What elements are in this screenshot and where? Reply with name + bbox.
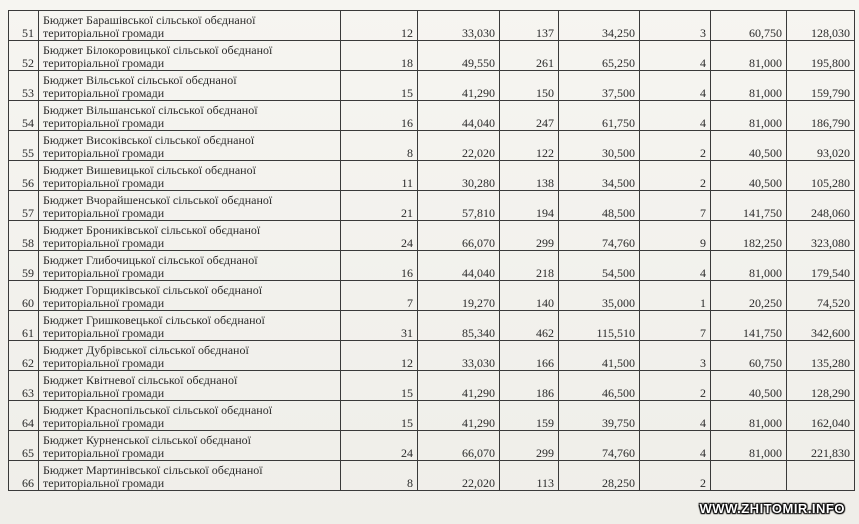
total-cell: 342,600 [787,311,855,341]
total-cell: 221,830 [787,431,855,461]
row-number-cell: 55 [9,131,39,161]
budget-name-line2: територіальної громади [43,206,165,220]
count-a-cell: 21 [341,191,418,221]
count-a-cell: 12 [341,11,418,41]
sum-b-cell: 115,510 [559,311,640,341]
row-number-cell: 52 [9,41,39,71]
sum-b-cell: 35,000 [559,281,640,311]
budget-name-line1: Бюджет Дубрівської сільської обєднаної [43,343,249,357]
total-cell: 128,290 [787,371,855,401]
sum-c-cell: 20,250 [711,281,787,311]
budget-name-line2: територіальної громади [43,296,165,310]
total-cell: 195,800 [787,41,855,71]
count-b-cell: 299 [500,431,559,461]
table-row [9,401,855,431]
budget-name-cell [39,11,341,41]
table-row [9,161,855,191]
budget-name-cell [39,461,341,491]
count-c-cell: 4 [640,41,711,71]
sum-b-cell: 30,500 [559,131,640,161]
count-b-cell: 218 [500,251,559,281]
sum-a-cell: 22,020 [418,131,500,161]
sum-a-cell: 41,290 [418,371,500,401]
count-b-cell: 122 [500,131,559,161]
table-body [9,11,855,491]
count-a-cell: 31 [341,311,418,341]
count-c-cell: 7 [640,311,711,341]
sum-a-cell: 66,070 [418,431,500,461]
table-row [9,311,855,341]
sum-b-cell: 39,750 [559,401,640,431]
sum-a-cell: 41,290 [418,71,500,101]
budget-name-cell [39,431,341,461]
count-b-cell: 462 [500,311,559,341]
sum-c-cell: 141,750 [711,311,787,341]
row-number-cell: 65 [9,431,39,461]
budget-name-line1: Бюджет Вільської сільської обєднаної [43,73,237,87]
count-b-cell: 137 [500,11,559,41]
row-number-cell: 66 [9,461,39,491]
table-row [9,191,855,221]
table-row [9,431,855,461]
count-a-cell: 24 [341,431,418,461]
budget-name-cell [39,341,341,371]
sum-c-cell: 81,000 [711,101,787,131]
sum-a-cell: 44,040 [418,251,500,281]
count-a-cell: 8 [341,461,418,491]
sum-a-cell: 33,030 [418,341,500,371]
count-b-cell: 186 [500,371,559,401]
sum-c-cell: 60,750 [711,341,787,371]
count-c-cell: 3 [640,341,711,371]
total-cell: 105,280 [787,161,855,191]
budget-name-line2: територіальної громади [43,86,165,100]
row-number-cell: 63 [9,371,39,401]
table-row [9,11,855,41]
budget-name-cell [39,71,341,101]
budget-name-cell [39,161,341,191]
total-cell: 162,040 [787,401,855,431]
row-number-cell: 54 [9,101,39,131]
table-row [9,71,855,101]
row-number-cell: 61 [9,311,39,341]
count-c-cell: 4 [640,401,711,431]
row-number-cell: 62 [9,341,39,371]
sum-a-cell: 41,290 [418,401,500,431]
budget-name-line1: Бюджет Мартинівської сільської обєднаної [43,463,263,477]
sum-b-cell: 34,250 [559,11,640,41]
sum-a-cell: 33,030 [418,11,500,41]
budget-name-line1: Бюджет Вчорайшенської сільської обєднаної [43,193,273,207]
sum-b-cell: 48,500 [559,191,640,221]
sum-b-cell: 46,500 [559,371,640,401]
sum-a-cell: 19,270 [418,281,500,311]
budget-name-line1: Бюджет Гришковецької сільської обєднаної [43,313,265,327]
count-a-cell: 16 [341,251,418,281]
count-c-cell: 2 [640,371,711,401]
total-cell: 186,790 [787,101,855,131]
sum-c-cell: 81,000 [711,41,787,71]
budget-table [8,10,855,491]
sum-c-cell: 60,750 [711,11,787,41]
count-b-cell: 159 [500,401,559,431]
count-c-cell: 9 [640,221,711,251]
total-cell: 93,020 [787,131,855,161]
count-c-cell: 2 [640,161,711,191]
budget-name-line1: Бюджет Високівської сільської обєднаної [43,133,255,147]
count-c-cell: 1 [640,281,711,311]
budget-name-line1: Бюджет Глибочицької сільської обєднаної [43,253,258,267]
count-c-cell: 2 [640,461,711,491]
sum-a-cell: 49,550 [418,41,500,71]
sum-b-cell: 65,250 [559,41,640,71]
sum-b-cell: 41,500 [559,341,640,371]
budget-name-line2: територіальної громади [43,416,165,430]
count-a-cell: 16 [341,101,418,131]
table-row [9,251,855,281]
sum-c-cell: 81,000 [711,431,787,461]
count-b-cell: 113 [500,461,559,491]
row-number-cell: 60 [9,281,39,311]
sum-a-cell: 85,340 [418,311,500,341]
table-row [9,131,855,161]
budget-name-line1: Бюджет Квітневої сільської обєднаної [43,373,238,387]
sum-c-cell: 141,750 [711,191,787,221]
row-number-cell: 53 [9,71,39,101]
budget-name-line2: територіальної громади [43,446,165,460]
sum-c-cell: 81,000 [711,251,787,281]
budget-name-line1: Бюджет Горщиківської сільської обєднаної [43,283,263,297]
budget-name-line2: територіальної громади [43,326,165,340]
count-b-cell: 194 [500,191,559,221]
total-cell: 128,030 [787,11,855,41]
row-number-cell: 51 [9,11,39,41]
count-a-cell: 7 [341,281,418,311]
total-cell: 323,080 [787,221,855,251]
table-row [9,281,855,311]
count-b-cell: 166 [500,341,559,371]
budget-name-line2: територіальної громади [43,386,165,400]
budget-name-cell [39,191,341,221]
table-row [9,371,855,401]
sum-c-cell: 81,000 [711,71,787,101]
count-c-cell: 4 [640,71,711,101]
count-c-cell: 4 [640,251,711,281]
sum-c-cell: 182,250 [711,221,787,251]
count-a-cell: 15 [341,371,418,401]
budget-name-line1: Бюджет Вільшанської сільської обєднаної [43,103,258,117]
budget-name-cell [39,251,341,281]
table-row [9,341,855,371]
count-b-cell: 138 [500,161,559,191]
count-b-cell: 299 [500,221,559,251]
row-number-cell: 59 [9,251,39,281]
count-b-cell: 150 [500,71,559,101]
watermark-logo: WWW.ZHITOMIR.INFO [699,501,845,516]
budget-name-line1: Бюджет Барашівської сільської обєднаної [43,13,256,27]
count-c-cell: 4 [640,431,711,461]
sum-b-cell: 54,500 [559,251,640,281]
total-cell: 74,520 [787,281,855,311]
count-b-cell: 140 [500,281,559,311]
budget-name-line2: територіальної громади [43,26,165,40]
budget-name-line2: територіальної громади [43,146,165,160]
budget-name-line1: Бюджет Вишевицької сільської обєднаної [43,163,256,177]
budget-name-line2: територіальної громади [43,116,165,130]
budget-name-line2: територіальної громади [43,56,165,70]
total-cell: 248,060 [787,191,855,221]
budget-name-cell [39,131,341,161]
count-a-cell: 15 [341,71,418,101]
budget-name-cell [39,371,341,401]
budget-name-cell [39,401,341,431]
table-row [9,101,855,131]
sum-b-cell: 34,500 [559,161,640,191]
sum-a-cell: 44,040 [418,101,500,131]
sum-c-cell: 40,500 [711,161,787,191]
row-number-cell: 56 [9,161,39,191]
sum-b-cell: 37,500 [559,71,640,101]
budget-name-line1: Бюджет Білокоровицької сільської обєднаної [43,43,273,57]
count-a-cell: 15 [341,401,418,431]
count-a-cell: 12 [341,341,418,371]
budget-name-cell [39,311,341,341]
sum-a-cell: 66,070 [418,221,500,251]
budget-name-line2: територіальної громади [43,236,165,250]
sum-b-cell: 61,750 [559,101,640,131]
sum-c-cell [711,461,787,491]
count-a-cell: 8 [341,131,418,161]
budget-name-cell [39,41,341,71]
row-number-cell: 64 [9,401,39,431]
sum-b-cell: 28,250 [559,461,640,491]
row-number-cell: 57 [9,191,39,221]
budget-name-line1: Бюджет Курненської сільської обєднаної [43,433,252,447]
sum-a-cell: 30,280 [418,161,500,191]
count-c-cell: 4 [640,101,711,131]
count-a-cell: 24 [341,221,418,251]
table-row [9,461,855,491]
total-cell [787,461,855,491]
sum-c-cell: 40,500 [711,371,787,401]
budget-name-cell [39,101,341,131]
table-row [9,221,855,251]
budget-name-line2: територіальної громади [43,476,165,490]
total-cell: 159,790 [787,71,855,101]
sum-b-cell: 74,760 [559,431,640,461]
count-c-cell: 7 [640,191,711,221]
row-number-cell: 58 [9,221,39,251]
budget-name-cell [39,221,341,251]
budget-name-line2: територіальної громади [43,266,165,280]
budget-name-line2: територіальної громади [43,356,165,370]
count-a-cell: 18 [341,41,418,71]
budget-name-line1: Бюджет Броникiвської сільської обєднаної [43,223,261,237]
total-cell: 135,280 [787,341,855,371]
sum-a-cell: 57,810 [418,191,500,221]
count-a-cell: 11 [341,161,418,191]
budget-name-cell [39,281,341,311]
budget-name-line1: Бюджет Краснопільської сільської обєднаної [43,403,273,417]
sum-b-cell: 74,760 [559,221,640,251]
count-c-cell: 2 [640,131,711,161]
sum-a-cell: 22,020 [418,461,500,491]
table-row [9,41,855,71]
budget-name-line2: територіальної громади [43,176,165,190]
count-b-cell: 261 [500,41,559,71]
count-b-cell: 247 [500,101,559,131]
sum-c-cell: 81,000 [711,401,787,431]
count-c-cell: 3 [640,11,711,41]
sum-c-cell: 40,500 [711,131,787,161]
total-cell: 179,540 [787,251,855,281]
